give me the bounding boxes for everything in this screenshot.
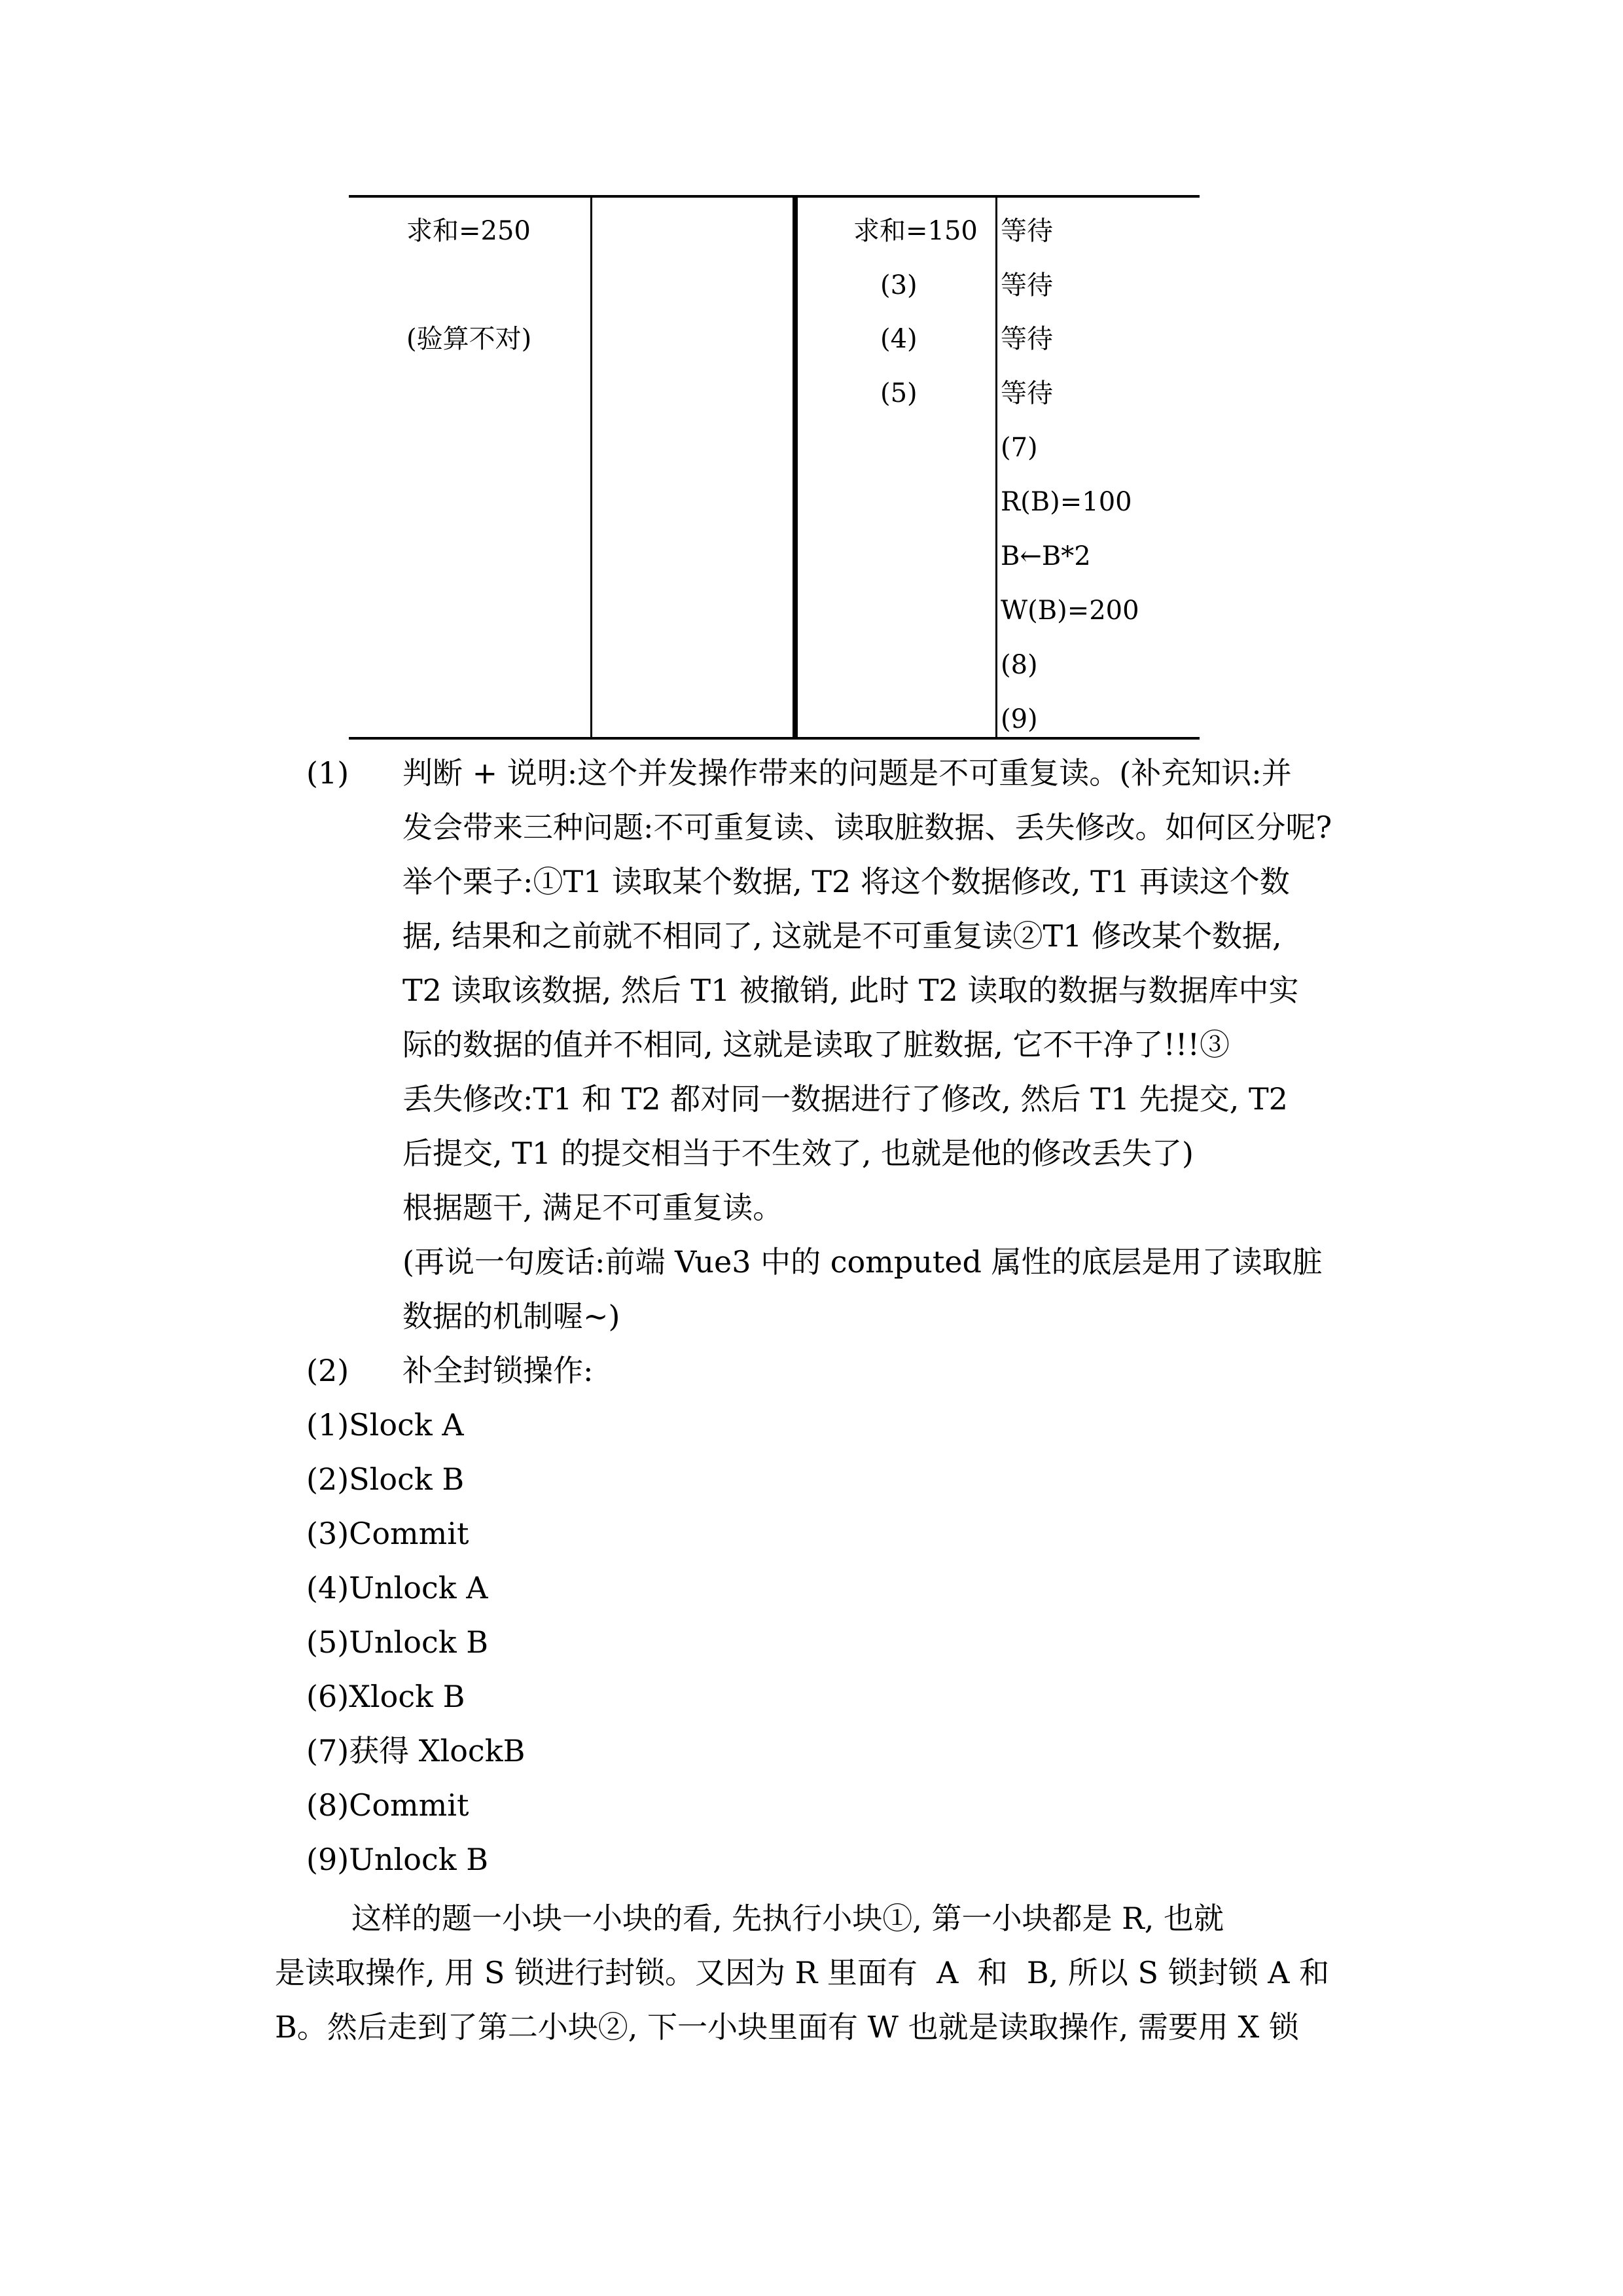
t3-read-b-cell: R(B)=100 bbox=[1001, 487, 1132, 517]
answer-line: T2 读取该数据, 然后 T1 被撤销, 此时 T2 读取的数据与数据库中实 bbox=[402, 973, 1299, 1008]
answer-line: 据, 结果和之前就不相同了, 这就是不可重复读②T1 修改某个数据, bbox=[402, 918, 1282, 954]
t1-sum-cell: 求和=250 bbox=[406, 216, 531, 246]
lock-step: (2)Slock B bbox=[306, 1462, 465, 1497]
question-1-number: (1) bbox=[306, 755, 349, 791]
answer-line: 举个栗子:①T1 读取某个数据, T2 将这个数据修改, T1 再读这个数 bbox=[402, 864, 1290, 899]
lock-step: (5)Unlock B bbox=[306, 1624, 489, 1660]
answer-line: (再说一句废话:前端 Vue3 中的 computed 属性的底层是用了读取脏 bbox=[402, 1244, 1323, 1280]
t3-step-9-cell: (9) bbox=[1001, 704, 1038, 734]
explanation-line: B。然后走到了第二小块②, 下一小块里面有 W 也就是读取操作, 需要用 X 锁 bbox=[275, 2009, 1299, 2045]
table-top-rule bbox=[349, 195, 1200, 198]
table-bottom-rule bbox=[349, 737, 1200, 740]
question-2-number: (2) bbox=[306, 1353, 349, 1388]
lock-step: (8)Commit bbox=[306, 1787, 469, 1823]
lock-step: (9)Unlock B bbox=[306, 1842, 489, 1877]
t2-step-5-cell: (5) bbox=[880, 378, 918, 408]
explanation-line: 是读取操作, 用 S 锁进行封锁。又因为 R 里面有 A 和 B, 所以 S 锁封锁 A 和 bbox=[275, 1955, 1330, 1990]
answer-line: 发会带来三种问题:不可重复读、读取脏数据、丢失修改。如何区分呢? bbox=[402, 810, 1332, 845]
schedule-table bbox=[349, 195, 1200, 740]
t2-sum-cell: 求和=150 bbox=[853, 216, 978, 246]
question-1-answer bbox=[402, 746, 1384, 1344]
lock-step: (3)Commit bbox=[306, 1516, 469, 1551]
answer-line: 判断 + 说明:这个并发操作带来的问题是不可重复读。(补充知识:并 bbox=[402, 755, 1292, 791]
lock-step: (4)Unlock A bbox=[306, 1570, 488, 1605]
question-2-title-text: 补全封锁操作: bbox=[402, 1353, 594, 1388]
t1-check-cell: (验算不对) bbox=[406, 324, 532, 354]
t3-write-b-cell: W(B)=200 bbox=[1001, 596, 1139, 626]
lock-step: (7)获得 XlockB bbox=[306, 1733, 526, 1768]
answer-line: 根据题干, 满足不可重复读。 bbox=[402, 1190, 783, 1225]
t2-step-3-cell: (3) bbox=[880, 270, 918, 300]
answer-line: 数据的机制喔~) bbox=[402, 1299, 620, 1334]
column-divider-3 bbox=[995, 195, 997, 740]
t2-step-4-cell: (4) bbox=[880, 324, 918, 354]
column-divider-2 bbox=[793, 195, 798, 740]
question-2-title bbox=[402, 1344, 1384, 1398]
answer-line: 际的数据的值并不相同, 这就是读取了脏数据, 它不干净了!!!③ bbox=[402, 1027, 1230, 1062]
column-divider-1 bbox=[590, 195, 592, 740]
answer-line: 后提交, T1 的提交相当于不生效了, 也就是他的修改丢失了) bbox=[402, 1136, 1194, 1171]
explanation-line: 这样的题一小块一小块的看, 先执行小块①, 第一小块都是 R, 也就 bbox=[275, 1901, 1224, 1936]
t3-wait-cell: 等待 bbox=[1001, 324, 1053, 354]
answer-line: 丢失修改:T1 和 T2 都对同一数据进行了修改, 然后 T1 先提交, T2 bbox=[402, 1081, 1288, 1117]
lock-step: (1)Slock A bbox=[306, 1407, 464, 1443]
t3-step-8-cell: (8) bbox=[1001, 650, 1038, 680]
t3-wait-cell: 等待 bbox=[1001, 216, 1053, 246]
t3-wait-cell: 等待 bbox=[1001, 378, 1053, 408]
t3-compute-b-cell: B←B*2 bbox=[1001, 541, 1091, 571]
explanation-paragraph bbox=[275, 1892, 1361, 2054]
t3-wait-cell: 等待 bbox=[1001, 270, 1053, 300]
lock-step: (6)Xlock B bbox=[306, 1679, 465, 1714]
t3-step-7-cell: (7) bbox=[1001, 433, 1038, 463]
